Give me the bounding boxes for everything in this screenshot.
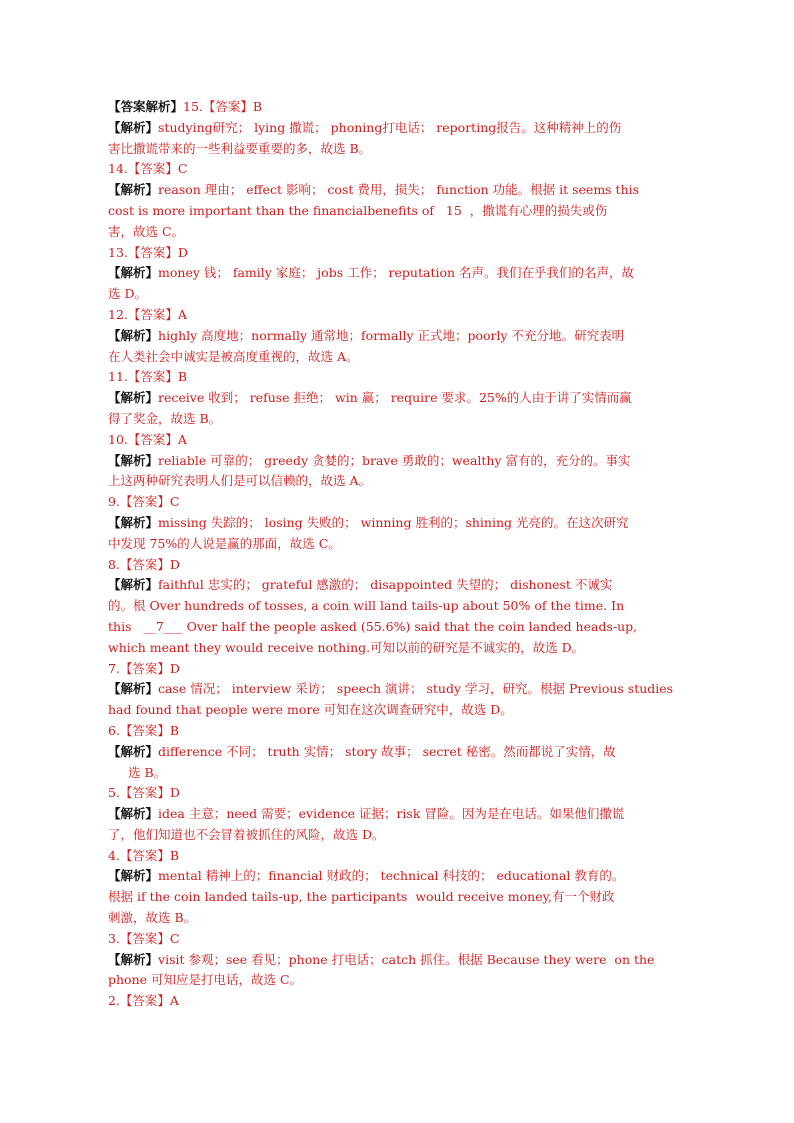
- line-text: cost is more important than the financialbenefits of 15 ，撒谎有心理的损失或伤: [108, 202, 608, 218]
- line-text: 2.【答案】A: [108, 993, 179, 1009]
- text-line: [108, 825, 698, 846]
- line-text: 15.【答案】B: [183, 99, 263, 114]
- line-text: 11.【答案】B: [108, 369, 188, 385]
- text-line: [108, 950, 698, 971]
- text-line: [108, 284, 698, 305]
- line-text: 5.【答案】D: [108, 785, 180, 801]
- text-line: [108, 471, 698, 492]
- line-text: receive 收到； refuse 拒绝； win 赢； require 要求。25%的人由于讲了实情而赢: [158, 390, 632, 406]
- line-text: 8.【答案】D: [108, 556, 180, 572]
- line-text: 害，故选 C。: [108, 223, 185, 239]
- line-text: this __7___ Over half the people asked (55.6%) said that the coin landed heads-up,: [108, 618, 638, 634]
- text-line: [108, 118, 698, 139]
- line-text: studying研究； lying 撒谎； phoning打电话； reporting报告。这种精神上的伤: [158, 119, 622, 135]
- text-line: [108, 596, 698, 617]
- text-line: [108, 159, 698, 180]
- text-line: [108, 534, 698, 555]
- label-tag: 【解析】: [108, 743, 159, 759]
- label-tag: 【解析】: [108, 265, 159, 281]
- line-text: 在人类社会中诚实是被高度重视的，故选 A。: [108, 348, 359, 364]
- line-text: 10.【答案】A: [108, 431, 187, 447]
- label-tag: 【解析】: [108, 868, 159, 884]
- label-tag: 【解析】: [108, 452, 159, 468]
- line-text: visit 参观；see 看见；phone 打电话；catch 抓住。根据 Because they were on the: [158, 951, 655, 967]
- line-text: mental 精神上的；financial 财政的； technical 科技的； educational 教育的。: [158, 868, 625, 884]
- line-text: 13.【答案】D: [108, 244, 188, 260]
- text-line: [108, 97, 698, 118]
- line-text: difference 不同； truth 实情； story 故事； secret 秘密。然而都说了实情，故: [158, 743, 616, 759]
- text-line: [108, 409, 698, 430]
- line-text: 6.【答案】B: [108, 722, 180, 738]
- text-line: [108, 991, 698, 1012]
- label-tag: 【解析】: [108, 119, 159, 135]
- text-line: [108, 575, 698, 596]
- text-line: [108, 804, 698, 825]
- text-line: [108, 866, 698, 887]
- line-text: 7.【答案】D: [108, 660, 180, 676]
- line-text: 得了奖金，故选 B。: [108, 410, 222, 426]
- label-tag: 【解析】: [108, 514, 159, 530]
- line-text: 根据 if the coin landed tails-up, the participants would receive money,有一个财政: [108, 889, 615, 905]
- label-tag: 【解析】: [108, 806, 159, 822]
- line-text: 了，他们知道也不会冒着被抓住的风险，故选 D。: [108, 826, 385, 842]
- line-text: which meant they would receive nothing.可知以前的研究是不诚实的，故选 D。: [108, 639, 585, 655]
- text-line: [108, 305, 698, 326]
- label-tag: 【答案解析】: [108, 99, 184, 114]
- text-line: [108, 721, 698, 742]
- line-text: 上这两种研究表明人们是可以信赖的，故选 A。: [108, 473, 372, 489]
- text-line: [108, 679, 698, 700]
- text-line: [108, 783, 698, 804]
- line-text: 4.【答案】B: [108, 847, 180, 863]
- line-text: 9.【答案】C: [108, 494, 180, 510]
- label-tag: 【解析】: [108, 182, 159, 198]
- text-line: [108, 887, 698, 908]
- text-line: [108, 742, 698, 763]
- text-line: [108, 555, 698, 576]
- text-line: [108, 222, 698, 243]
- text-line: [108, 367, 698, 388]
- label-tag: 【解析】: [108, 390, 159, 406]
- text-line: [108, 929, 698, 950]
- line-text: missing 失踪的； losing 失败的； winning 胜利的；shining 光亮的。在这次研究: [158, 514, 629, 530]
- line-text: money 钱； family 家庭； jobs 工作； reputation 名声。我们在乎我们的名声，故: [158, 265, 635, 281]
- line-text: idea 主意；need 需要；evidence 证据；risk 冒险。因为是在电话。如果他们撒谎: [158, 806, 625, 822]
- text-line: [108, 700, 698, 721]
- line-text: 14.【答案】C: [108, 161, 188, 177]
- line-text: reliable 可靠的； greedy 贪婪的；brave 勇敢的；wealthy 富有的，充分的。事实: [158, 452, 631, 468]
- label-tag: 【解析】: [108, 951, 159, 967]
- text-line: [108, 243, 698, 264]
- label-tag: 【解析】: [108, 681, 159, 697]
- line-text: had found that people were more 可知在这次调查研究中，故选 D。: [108, 702, 513, 718]
- line-text: 12.【答案】A: [108, 306, 187, 322]
- text-line: [108, 263, 698, 284]
- line-text: 3.【答案】C: [108, 930, 180, 946]
- line-text: 选 D。: [108, 286, 147, 302]
- line-text: 的。根 Over hundreds of tosses, a coin will land tails-up about 50% of the time. In: [108, 598, 625, 614]
- text-line: [108, 347, 698, 368]
- text-line: [108, 201, 698, 222]
- line-text: highly 高度地；normally 通常地；formally 正式地；poorly 不充分地。研究表明: [158, 327, 625, 343]
- text-line: [108, 139, 698, 160]
- text-line: [108, 846, 698, 867]
- text-line: [108, 970, 698, 991]
- text-line: [108, 451, 698, 472]
- line-text: 中发现 75%的人说是赢的那面，故选 C。: [108, 535, 341, 551]
- line-text: faithful 忠实的； grateful 感激的； disappointed 失望的； dishonest 不诚实: [158, 577, 613, 593]
- line-text: 害比撒谎带来的一些利益要重要的多，故选 B。: [108, 140, 372, 156]
- answer-explanation-document: [108, 97, 698, 1012]
- text-line: [108, 492, 698, 513]
- text-line: [108, 513, 698, 534]
- text-line: [108, 763, 698, 784]
- text-line: [108, 430, 698, 451]
- label-tag: 【解析】: [108, 577, 159, 593]
- line-text: reason 理由； effect 影响； cost 费用，损失； function 功能。根据 it seems this: [158, 182, 640, 198]
- text-line: [108, 617, 698, 638]
- text-line: [108, 326, 698, 347]
- text-line: [108, 638, 698, 659]
- line-text: phone 可知应是打电话，故选 C。: [108, 972, 303, 988]
- label-tag: 【解析】: [108, 327, 159, 343]
- line-text: 刺激，故选 B。: [108, 910, 197, 926]
- line-text: case 情况； interview 采访； speech 演讲； study 学习，研究。根据 Previous studies: [158, 681, 674, 697]
- text-line: [108, 659, 698, 680]
- explanation-lines: [108, 97, 698, 1012]
- text-line: [108, 908, 698, 929]
- line-text: 选 B。: [128, 764, 167, 780]
- text-line: [108, 180, 698, 201]
- text-line: [108, 388, 698, 409]
